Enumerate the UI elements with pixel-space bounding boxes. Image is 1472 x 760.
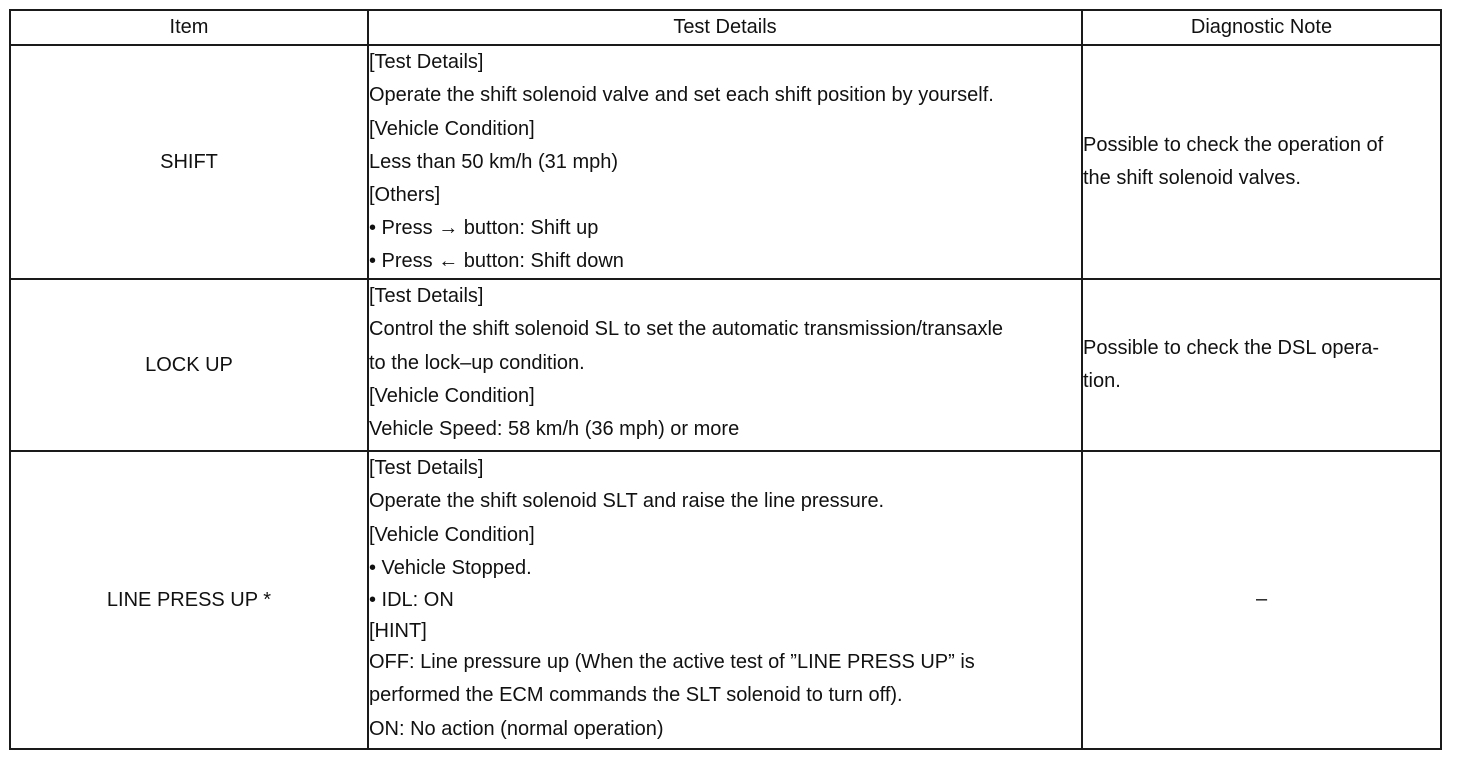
note-line: Possible to check the DSL opera- xyxy=(1083,336,1380,359)
details-line: Vehicle Speed: 58 km/h (36 mph) or more xyxy=(369,418,740,441)
note-cell xyxy=(1082,279,1441,451)
header-row xyxy=(10,10,1441,45)
details-line: [Test Details] xyxy=(369,457,484,479)
details-line: to the lock–up condition. xyxy=(369,351,585,374)
details-cell xyxy=(368,451,1082,749)
details-line: [Vehicle Condition] xyxy=(369,523,535,546)
note-line: the shift solenoid valves. xyxy=(1083,167,1301,189)
details-line: • IDL: ON xyxy=(369,589,454,612)
header-item: Item xyxy=(10,10,368,45)
active-test-table xyxy=(9,9,1442,750)
details-line: [HINT] xyxy=(369,619,427,642)
details-line: Less than 50 km/h (31 mph) xyxy=(369,150,619,173)
item-cell: LINE PRESS UP * xyxy=(10,451,368,749)
table-row xyxy=(10,45,1441,279)
details-line: [Test Details] xyxy=(369,51,484,73)
table-row xyxy=(10,279,1441,451)
item-cell: SHIFT xyxy=(10,45,368,279)
details-line: Operate the shift solenoid valve and set each shift position by yourself. xyxy=(369,84,994,107)
note-line: Possible to check the operation of xyxy=(1083,133,1384,156)
details-line: • Vehicle Stopped. xyxy=(369,556,532,579)
details-line: [Vehicle Condition] xyxy=(369,117,535,140)
note-cell xyxy=(1082,451,1441,749)
note-cell xyxy=(1082,45,1441,279)
details-cell xyxy=(368,45,1082,279)
details-line: Control the shift solenoid SL to set the automatic transmission/transaxle xyxy=(369,318,1004,341)
details-line: • Press → button: Shift up xyxy=(369,217,599,240)
header-test-details: Test Details xyxy=(368,10,1082,45)
details-line: ON: No action (normal operation) xyxy=(369,717,664,740)
note-line: tion. xyxy=(1083,370,1121,392)
details-line: performed the ECM commands the SLT solenoid to turn off). xyxy=(369,684,903,707)
details-line: [Test Details] xyxy=(369,285,484,307)
details-line: [Vehicle Condition] xyxy=(369,384,535,407)
note-dash: – xyxy=(1255,588,1268,611)
details-line: [Others] xyxy=(369,184,441,207)
details-line: • Press ← button: Shift down xyxy=(369,249,624,272)
details-cell xyxy=(368,279,1082,451)
details-line: OFF: Line pressure up (When the active test of ”LINE PRESS UP” is xyxy=(369,651,975,674)
item-cell: LOCK UP xyxy=(10,279,368,451)
header-diagnostic-note: Diagnostic Note xyxy=(1082,10,1441,45)
details-line: Operate the shift solenoid SLT and raise the line pressure. xyxy=(369,490,885,513)
table-row xyxy=(10,451,1441,749)
